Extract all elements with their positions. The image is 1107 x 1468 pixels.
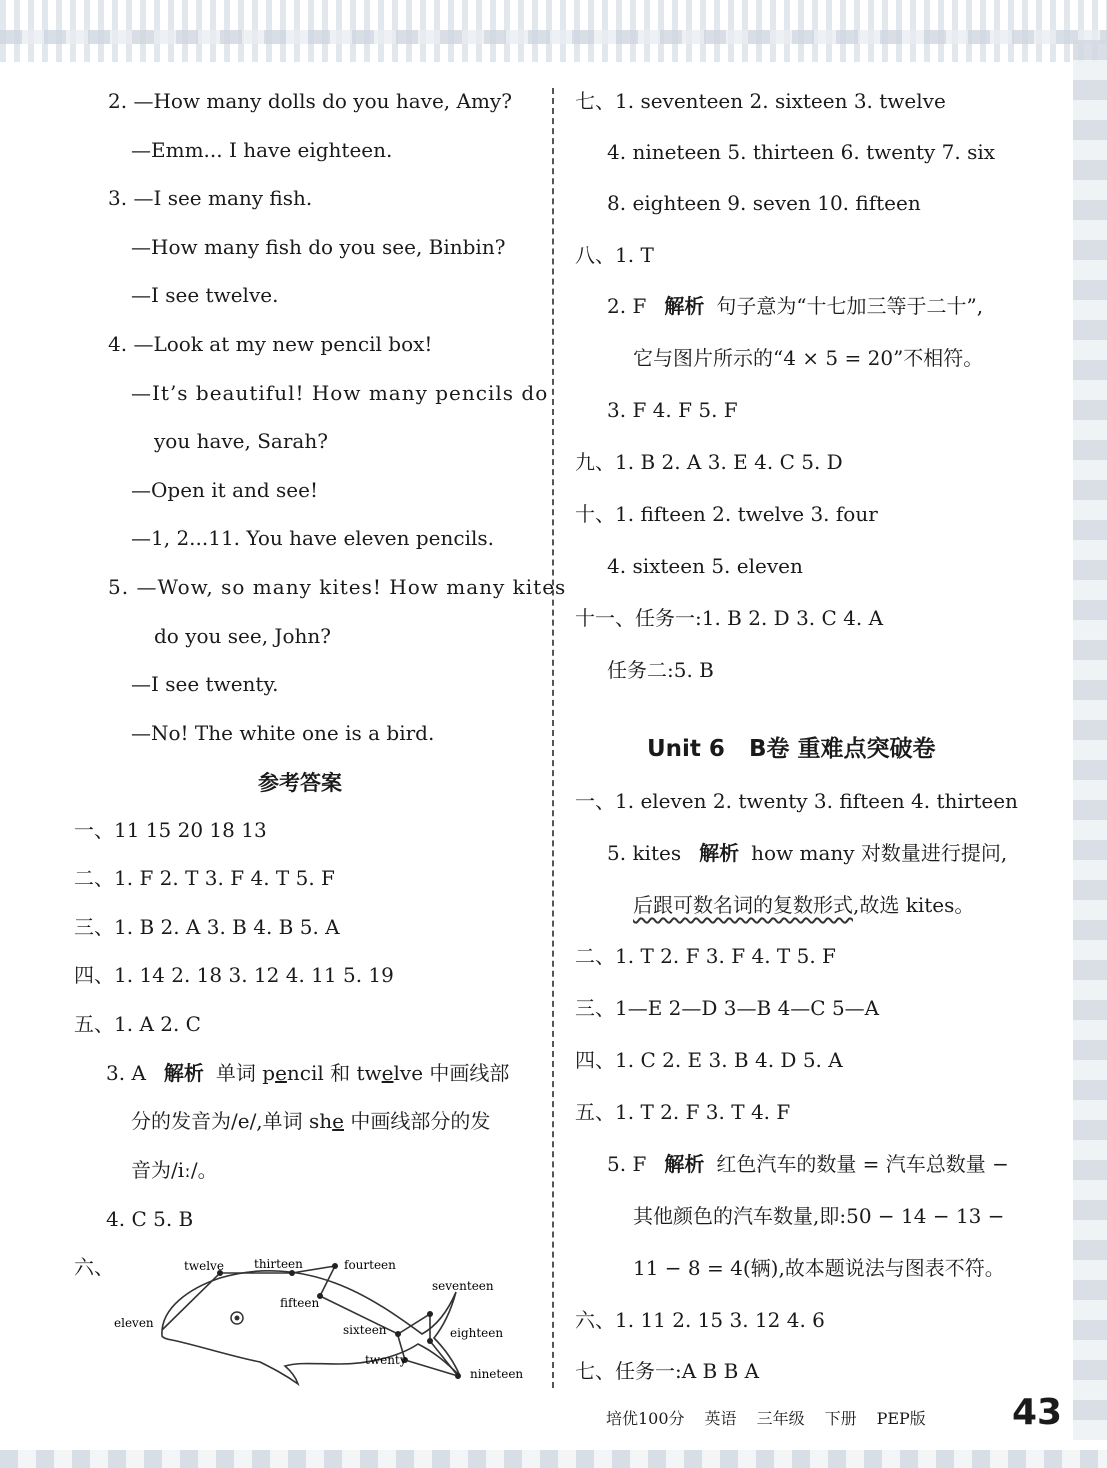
dialogue-line: 4. —Look at my new pencil box! bbox=[108, 332, 433, 356]
answer-section-1: 一、11 15 20 18 13 bbox=[74, 818, 267, 842]
analysis-text: 红色汽车的数量 = 汽车总数量 − bbox=[716, 1152, 1009, 1176]
answer-section-10-cont: 4. sixteen 5. eleven bbox=[607, 554, 803, 578]
footer-volume: 下册 bbox=[824, 1409, 857, 1428]
unit-answer-1-5-prefix: 5. kites bbox=[607, 841, 682, 865]
dialogue-line: —1, 2...11. You have eleven pencils. bbox=[131, 526, 495, 550]
analysis-text: 句子意为“十七加三等于二十”, bbox=[716, 294, 984, 318]
unit-answer-1-5-line2 bbox=[633, 892, 974, 918]
dialogue-line: —No! The white one is a bird. bbox=[131, 721, 435, 745]
answer-key-title: 参考答案 bbox=[258, 771, 342, 795]
answer-section-8-cont: 3. F 4. F 5. F bbox=[607, 398, 738, 422]
answer-section-5: 五、1. A 2. C bbox=[74, 1012, 201, 1036]
footer-subject: 英语 bbox=[704, 1409, 737, 1428]
dolphin-connect-dots-figure bbox=[100, 1248, 540, 1388]
fish-label: nineteen bbox=[470, 1367, 524, 1381]
unit-answer-5-5-line3: 11 − 8 = 4(辆),故本题说法与图表不符。 bbox=[633, 1256, 1005, 1280]
dialogue-line: —I see twelve. bbox=[131, 283, 279, 307]
unit-answer-5: 五、1. T 2. F 3. T 4. F bbox=[575, 1100, 791, 1124]
footer-grade: 三年级 bbox=[756, 1409, 805, 1428]
dialogue-line: 2. —How many dolls do you have, Amy? bbox=[108, 89, 512, 113]
right-decorative-border bbox=[1073, 40, 1107, 1440]
wavy-underlined-text: 后跟可数名词的复数形式 bbox=[633, 893, 853, 917]
dialogue-line: —Emm... I have eighteen. bbox=[131, 138, 393, 162]
footer-edition: PEP版 bbox=[876, 1409, 926, 1428]
unit-answer-4: 四、1. C 2. E 3. B 4. D 5. A bbox=[575, 1048, 843, 1072]
answer-5-3 bbox=[106, 1060, 509, 1086]
fish-label: seventeen bbox=[432, 1279, 494, 1293]
answer-5-3-prefix: 3. A bbox=[106, 1061, 146, 1085]
answer-section-7-cont: 8. eighteen 9. seven 10. fifteen bbox=[607, 191, 921, 215]
answer-8-2-line2: 它与图片所示的“4 × 5 = 20”不相符。 bbox=[633, 346, 984, 370]
unit-answer-3: 三、1—E 2—D 3—B 4—C 5—A bbox=[575, 996, 880, 1020]
dot bbox=[455, 1373, 461, 1379]
answer-section-7-cont: 4. nineteen 5. thirteen 6. twenty 7. six bbox=[607, 140, 996, 164]
analysis-text: 单词 bbox=[215, 1061, 263, 1085]
fish-label: sixteen bbox=[343, 1323, 387, 1337]
answer-section-4: 四、1. 14 2. 18 3. 12 4. 11 5. 19 bbox=[74, 963, 394, 987]
analysis-label: 解析 bbox=[699, 841, 740, 865]
dolphin-outline bbox=[162, 1271, 460, 1384]
answer-section-8: 八、1. T bbox=[575, 243, 654, 267]
answer-5-tail: 4. C 5. B bbox=[106, 1207, 194, 1231]
underlined-letter: e bbox=[381, 1061, 394, 1085]
answer-section-11-cont: 任务二:5. B bbox=[607, 658, 714, 682]
fish-label: eleven bbox=[114, 1316, 154, 1330]
column-divider bbox=[552, 88, 554, 1388]
unit-heading bbox=[647, 730, 936, 763]
underlined-letter: e bbox=[275, 1061, 287, 1085]
answer-section-2: 二、1. F 2. T 3. F 4. T 5. F bbox=[74, 866, 335, 890]
dot bbox=[332, 1263, 338, 1269]
dolphin-pupil bbox=[235, 1316, 240, 1321]
analysis-text: lve 中画线部 bbox=[393, 1061, 510, 1085]
fish-label: twenty bbox=[365, 1353, 407, 1367]
fish-label: fourteen bbox=[344, 1258, 396, 1272]
analysis-label: 解析 bbox=[664, 294, 705, 318]
dot bbox=[427, 1338, 433, 1344]
analysis-text: ,故选 kites。 bbox=[853, 893, 975, 917]
unit-answer-7: 七、任务一:A B B A bbox=[575, 1359, 760, 1383]
analysis-text: 中画线部分的发 bbox=[344, 1109, 491, 1133]
answer-section-7: 七、1. seventeen 2. sixteen 3. twelve bbox=[575, 89, 946, 113]
dialogue-line: —Open it and see! bbox=[131, 478, 319, 502]
analysis-label: 解析 bbox=[163, 1061, 204, 1085]
unit-answer-5-5 bbox=[607, 1151, 1009, 1177]
fish-label: twelve bbox=[184, 1259, 224, 1273]
dialogue-line: 5. —Wow, so many kites! How many kites bbox=[108, 575, 567, 599]
dialogue-line: 3. —I see many fish. bbox=[108, 186, 313, 210]
fish-label: thirteen bbox=[254, 1257, 303, 1271]
answer-section-11: 十一、任务一:1. B 2. D 3. C 4. A bbox=[575, 606, 884, 630]
answer-8-2-prefix: 2. F bbox=[607, 294, 647, 318]
unit-answer-5-5-prefix: 5. F bbox=[607, 1152, 647, 1176]
answer-5-3-line3: 音为/iː/。 bbox=[131, 1158, 218, 1182]
fish-label: fifteen bbox=[280, 1296, 320, 1310]
page-number: 43 bbox=[1012, 1392, 1063, 1433]
analysis-text: 分的发音为/e/,单词 sh bbox=[131, 1109, 333, 1133]
unit-answer-2: 二、1. T 2. F 3. F 4. T 5. F bbox=[575, 944, 836, 968]
analysis-text: p bbox=[262, 1061, 276, 1085]
unit-answer-1: 一、1. eleven 2. twenty 3. fifteen 4. thirteen bbox=[575, 789, 1018, 813]
bottom-decorative-border bbox=[0, 1450, 1107, 1468]
dialogue-line: —How many fish do you see, Binbin? bbox=[131, 235, 506, 259]
answer-5-3-line2 bbox=[131, 1108, 490, 1134]
answer-section-10: 十、1. fifteen 2. twelve 3. four bbox=[575, 502, 878, 526]
dot bbox=[395, 1331, 401, 1337]
page-footer bbox=[606, 1406, 946, 1429]
unit-subtitle: B卷 重难点突破卷 bbox=[748, 736, 936, 762]
underlined-letter: e bbox=[332, 1109, 345, 1133]
analysis-label: 解析 bbox=[664, 1152, 705, 1176]
analysis-text: how many 对数量进行提问, bbox=[751, 841, 1008, 865]
fish-label: eighteen bbox=[450, 1326, 504, 1340]
footer-book: 培优100分 bbox=[606, 1409, 685, 1428]
dialogue-line: —I see twenty. bbox=[131, 672, 279, 696]
dot bbox=[427, 1311, 433, 1317]
dialogue-line: you have, Sarah? bbox=[154, 429, 328, 453]
top-decorative-border bbox=[0, 0, 1107, 62]
answer-section-6: 六、 bbox=[74, 1255, 114, 1279]
answer-8-2 bbox=[607, 293, 983, 319]
unit-title: Unit 6 bbox=[647, 736, 725, 762]
unit-answer-6: 六、1. 11 2. 15 3. 12 4. 6 bbox=[575, 1308, 825, 1332]
analysis-text: ncil 和 tw bbox=[286, 1061, 382, 1085]
unit-answer-1-5 bbox=[607, 840, 1007, 866]
answer-section-9: 九、1. B 2. A 3. E 4. C 5. D bbox=[575, 450, 843, 474]
dialogue-line: —It’s beautiful! How many pencils do bbox=[131, 381, 549, 405]
dialogue-line: do you see, John? bbox=[154, 624, 331, 648]
unit-answer-5-5-line2: 其他颜色的汽车数量,即:50 − 14 − 13 − bbox=[633, 1204, 1005, 1228]
answer-section-3: 三、1. B 2. A 3. B 4. B 5. A bbox=[74, 915, 340, 939]
